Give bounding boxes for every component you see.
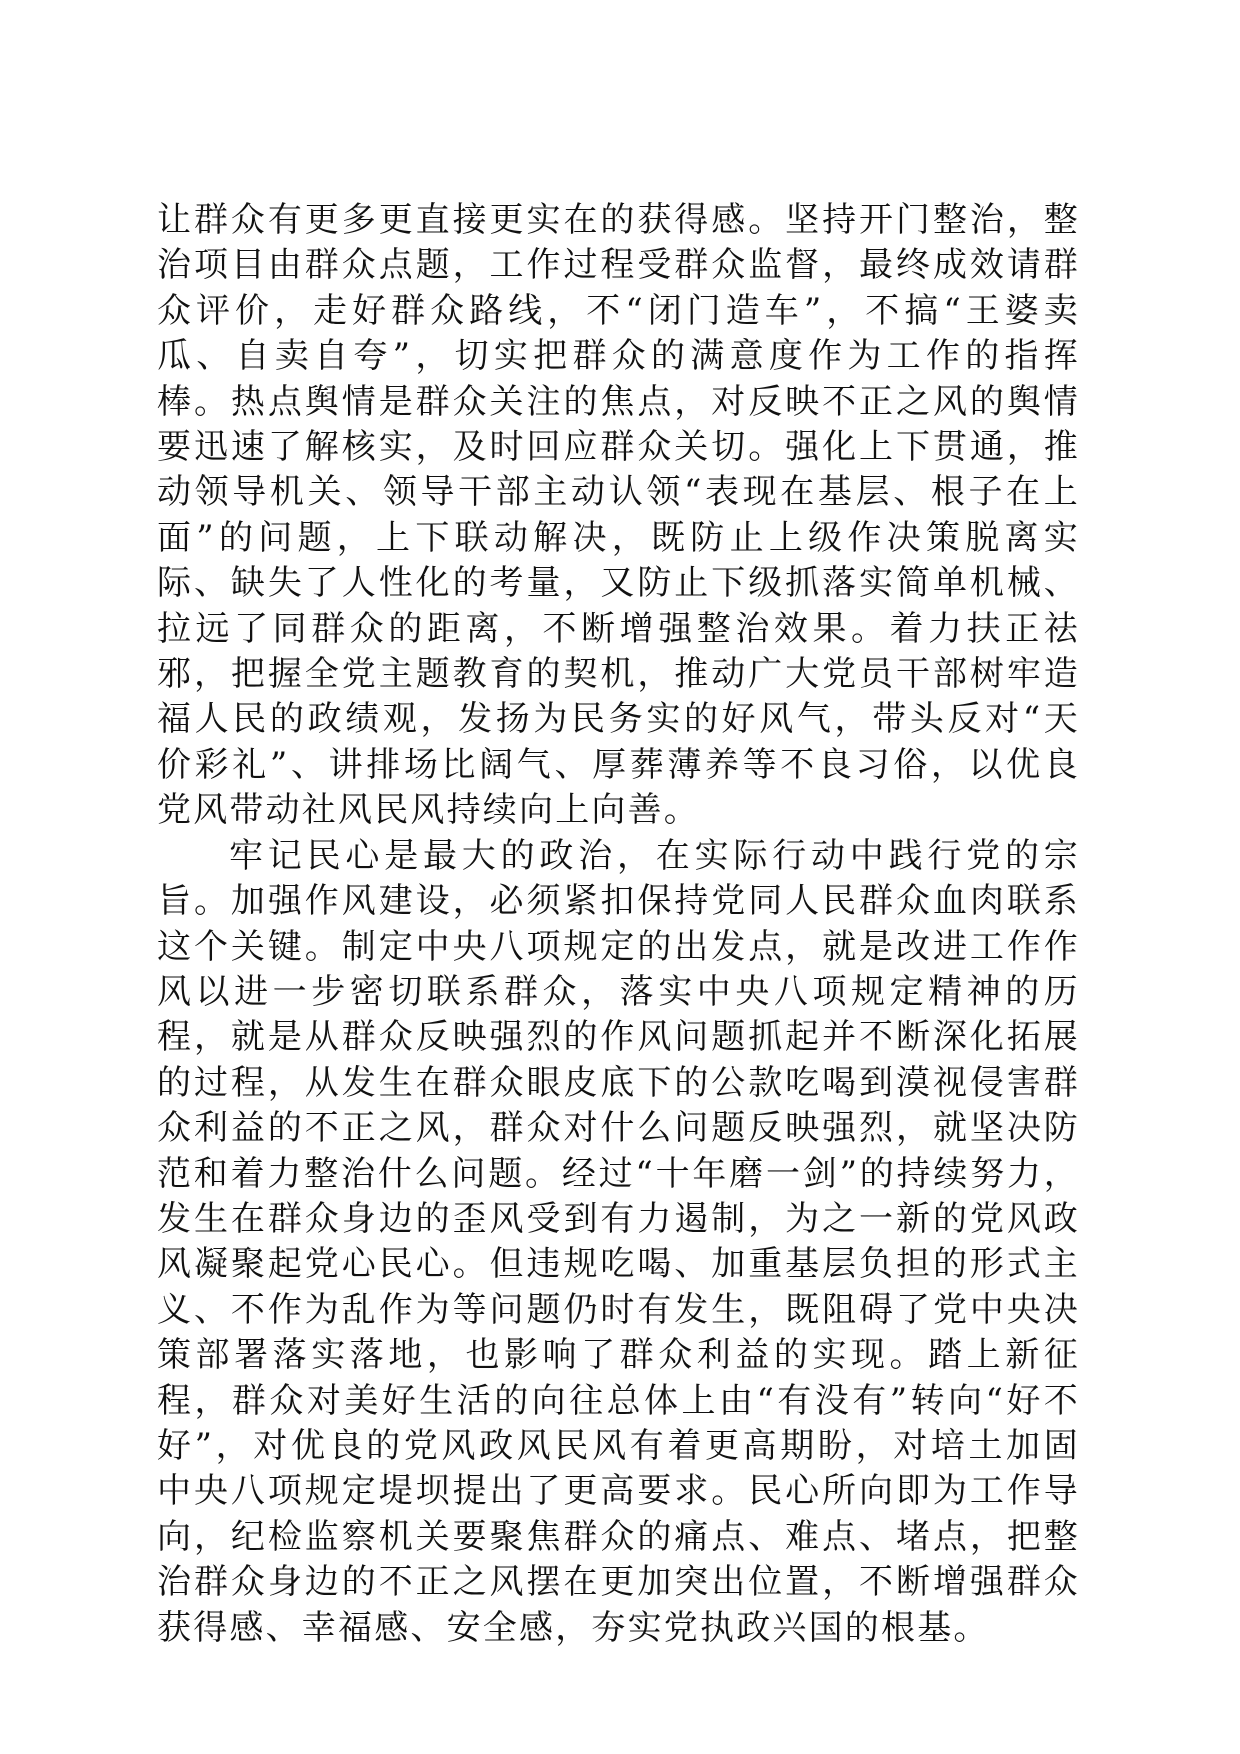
paragraph-people-first: 牢记民心是最大的政治，在实际行动中践行党的宗旨。加强作风建设，必须紧扣保持党同人民群众血肉联系这个关键。制定中央八项规定的出发点，就是改进工作作风以进一步密切联系群众，落实中央八项规定精神的历程，就是从群众反映强烈的作风问题抓起并不断深化拓展的过程，从发生在群众眼皮底下的公款吃喝到漠视侵害群众利益的不正之风，群众对什么问题反映强烈，就坚决防范和着力整治什么问题。经过“十年磨一剑”的持续努力，发生在群众身边的歪风受到有力遏制，为之一新的党风政风凝聚起党心民心。但违规吃喝、加重基层负担的形式主义、不作为乱作为等问题仍时有发生，既阻碍了党中央决策部署落实落地，也影响了群众利益的实现。踏上新征程，群众对美好生活的向往总体上由“有没有”转向“好不好”，对优良的党风政风民风有着更高期盼，对培土加固中央八项规定堤坝提出了更高要求。民心所向即为工作导向，纪检监察机关要聚焦群众的痛点、难点、堵点，把整治群众身边的不正之风摆在更加突出位置，不断增强群众获得感、幸福感、安全感，夯实党执政兴国的根基。 [157, 835, 1080, 1648]
body-text [157, 198, 1080, 1651]
paragraph-continuation: 让群众有更多更直接更实在的获得感。坚持开门整治，整治项目由群众点题，工作过程受群众监督，最终成效请群众评价，走好群众路线，不“闭门造车”，不搞“王婆卖瓜、自卖自夸”，切实把群众的满意度作为工作的指挥棒。热点舆情是群众关注的焦点，对反映不正之风的舆情要迅速了解核实，及时回应群众关切。强化上下贯通，推动领导机关、领导干部主动认领“表现在基层、根子在上面”的问题，上下联动解决，既防止上级作决策脱离实际、缺失了人性化的考量，又防止下级抓落实简单机械、拉远了同群众的距离，不断增强整治效果。着力扶正祛邪，把握全党主题教育的契机，推动广大党员干部树牢造福人民的政绩观，发扬为民务实的好风气，带头反对“天价彩礼”、讲排场比阔气、厚葬薄养等不良习俗，以优良党风带动社风民风持续向上向善。 [157, 200, 1080, 831]
